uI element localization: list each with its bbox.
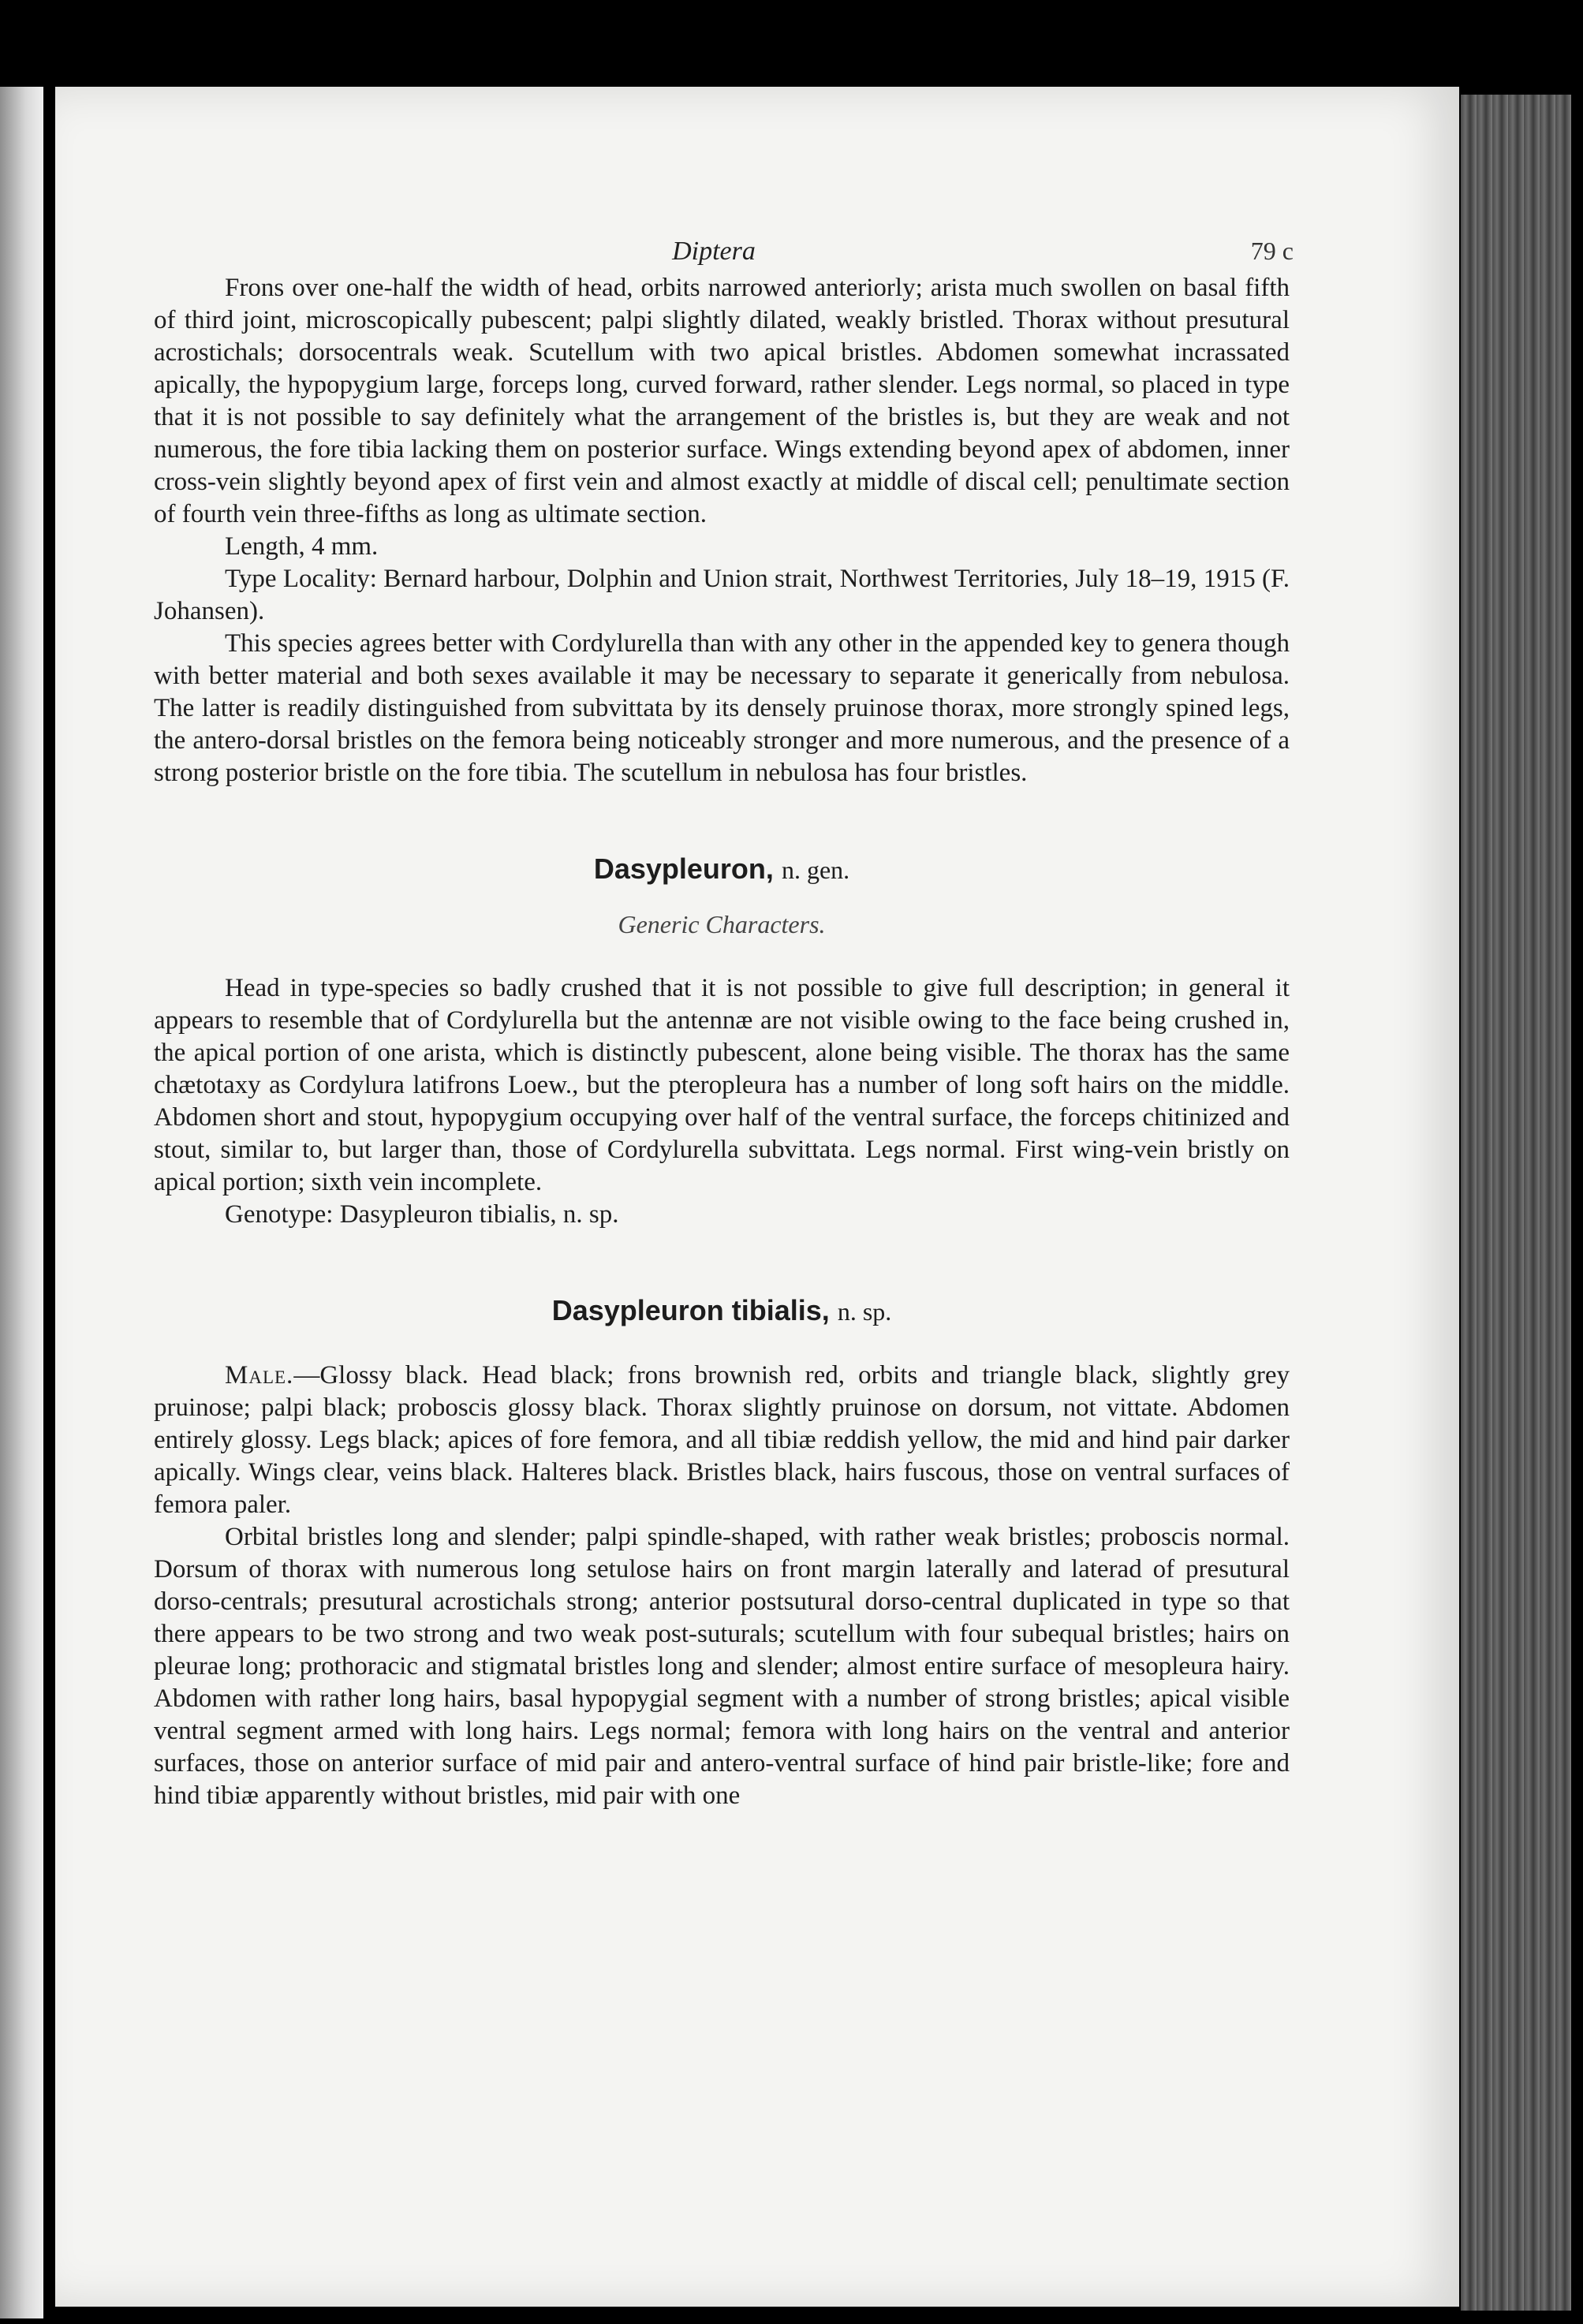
genotype-line: Genotype: Dasypleuron tibialis, n. sp. [225,1200,619,1229]
running-head [134,237,1294,276]
running-title: Diptera [672,237,756,266]
male-description-paragraph [154,1360,1290,1521]
species-heading-suffix: n. sp. [837,1297,892,1326]
species-heading-name: Dasypleuron tibialis, [551,1294,830,1326]
generic-characters-paragraph: Head in type-species so badly crushed that it is not possible to give full description; in general it appears to resemble that of Cordylurella but the antennæ are not visible owing to the face being crushed in, the apical portion of one arista, which is distinctly pubescent, alone being visible. The thorax has the same chætotaxy as Cordylura latifrons Loew., but the pteropleura has a number of long soft hairs on the middle. Abdomen short and stout, hypopygium occupying over half of the ventral surface, the forceps chitinized and stout, similar to, but larger than, those of Cordylurella subvittata. Legs normal. First wing-vein bristly on apical portion; sixth vein incomplete. [154,974,1290,1196]
remarks-paragraph: This species agrees better with Cordylurella than with any other in the appended key to genera though with better material and both sexes available it may be necessary to separate it generically from nebulosa. The latter is readily distinguished from subvittata by its densely pruinose thorax, more strongly spined legs, the antero-dorsal bristles on the femora being noticeably stronger and more numerous, and the presence of a strong posterior bristle on the fore tibia. The scutellum in nebulosa has four bristles. [154,629,1290,787]
chaetotaxy-paragraph: Orbital bristles long and slender; palpi spindle-shaped, with rather weak bristles; proboscis normal. Dorsum of thorax with numerous long setulose hairs on front margin laterally and laterad of presutural dorso-centrals; presutural acrostichals strong; anterior postsutural dorso-central duplicated in type so that there appears to be two strong and two weak post-suturals; scutellum with four subequal bristles; hairs on pleurae long; prothoracic and stigmatal bristles long and slender; almost entire surface of mesopleura hairy. Abdomen with rather long hairs, basal hypopygial segment with a number of strong bristles; apical visible ventral segment armed with long hairs. Legs normal; femora with long hairs on the ventral and anterior surfaces, those on anterior surface of mid pair and antero-ventral surface of hind pair bristle-like; fore and hind tibiæ apparently without bristles, mid pair with one [154,1523,1290,1810]
length-paragraph: Length, 4 mm. [225,532,379,561]
page-content [154,272,1290,1812]
description-paragraph: Frons over one-half the width of head, orbits narrowed anteriorly; arista much swollen on basal fifth of third joint, microscopically pubescent; palpi slightly dilated, weakly bristled. Thorax without presutural acrostichals; dorsocentrals weak. Scutellum with two apical bristles. Abdomen somewhat incrassated apically, the hypopygium large, forceps long, curved forward, rather slender. Legs normal, so placed in type that it is not possible to say definitely what the arrangement of the bristles is, but they are weak and not numerous, the fore tibia lacking them on posterior surface. Wings extending beyond apex of abdomen, inner cross-vein slightly beyond apex of first vein and almost exactly at middle of discal cell; penultimate section of fourth vein three-fifths as long as ultimate section. [154,274,1290,528]
adjacent-page-edge [0,87,43,2318]
book-fore-edge [1461,95,1571,2311]
male-description-text: —Glossy black. Head black; frons brownish red, orbits and triangle black, slightly grey pruinose; palpi black; proboscis glossy black. Thorax slightly pruinose on dorsum, not vittate. Abdomen entirely glossy. Legs black; apices of fore femora, and all tibiæ reddish yellow, the mid and hind pair darker apically. Wings clear, veins black. Halteres black. Bristles black, hairs fuscous, those on ventral surfaces of femora paler. [154,1361,1290,1519]
genus-heading-suffix: n. gen. [781,856,850,884]
generic-characters-subheading: Generic Characters. [618,910,826,938]
male-label: Male. [225,1361,294,1390]
genus-heading-name: Dasypleuron, [593,852,774,885]
species-heading [154,1294,1290,1328]
page-number: 79 c [1250,237,1294,265]
type-locality-paragraph: Type Locality: Bernard harbour, Dolphin and Union strait, Northwest Territories, July 18–19, 1915 (F. Johansen). [154,565,1290,625]
genus-heading [154,852,1290,886]
